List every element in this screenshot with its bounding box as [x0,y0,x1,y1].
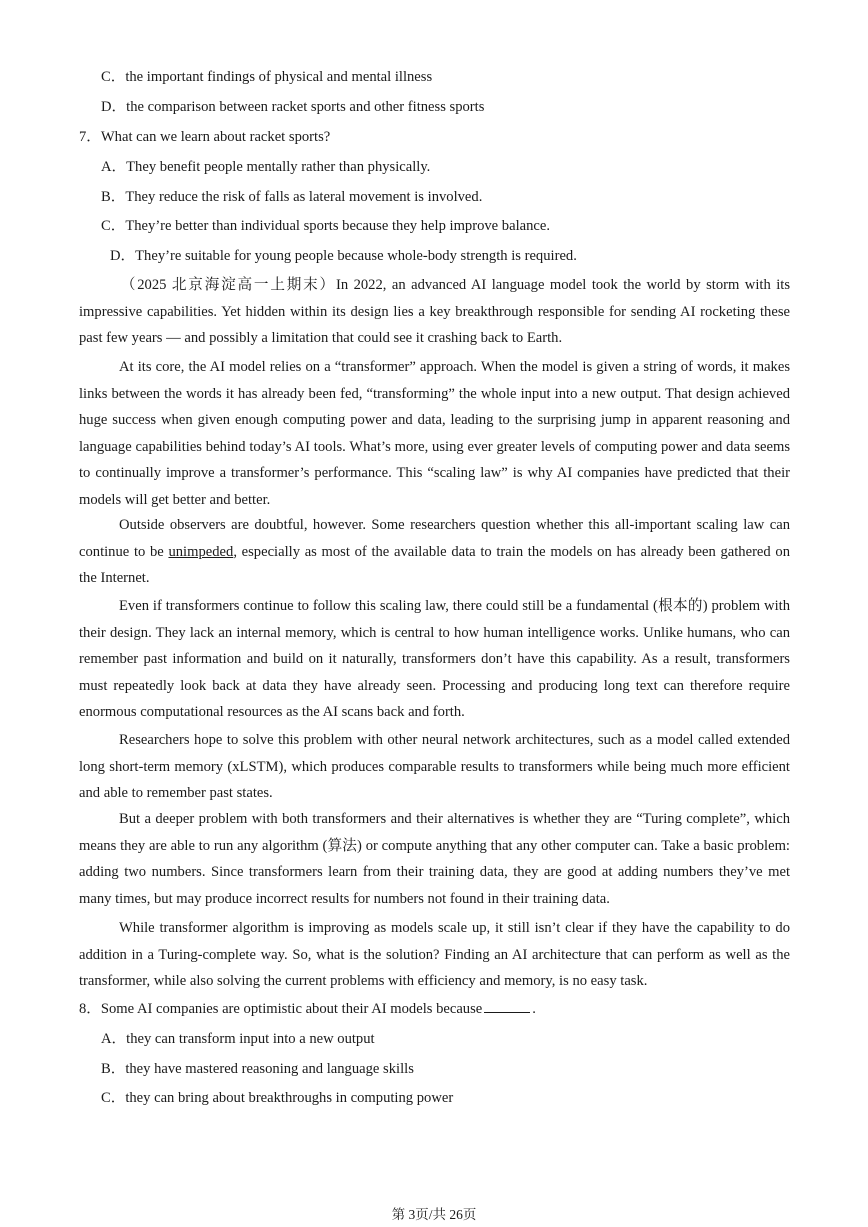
option-text: they can transform input into a new output [126,1031,375,1047]
option-letter: C． [101,218,126,234]
paragraph-text: In 2022, an advanced AI language model took the world by storm with its impressive capabilities. Yet hidden within its design lies a key breakthrough responsible for sending AI rocketing these past few years — and possibly a limitation that could see it crashing back to Earth. [79,277,790,346]
option-text: they can bring about breakthroughs in computing power [125,1090,454,1106]
page-footer: 第 3页/共 26页 [391,1207,477,1222]
passage-paragraph-4 [79,593,790,726]
question-end: . [532,1001,536,1017]
paragraph-text: At its core, the AI model relies on a “transformer” approach. When the model is given a string of words, it makes links between the words it has already been fed, “transforming” the whole input into a new output. That design achieved huge success when given enough computing power and data, leading to the surprising jump in apparent reasoning and language capabilities behind today’s AI tools. What’s more, using ever greater levels of computing power and data seems to continually improve a transformer’s performance. This “scaling law” is why AI companies have predicted that their models will get better and better. [79,359,790,508]
question-text: 8．Some AI companies are optimistic about their AI models because [79,1001,483,1017]
q7-option-c [101,216,550,236]
answer-blank [484,1000,530,1013]
passage-paragraph-2 [79,354,790,513]
option-text: they have mastered reasoning and language skills [125,1061,414,1077]
q8-stem [79,999,536,1019]
paragraph-text: While transformer algorithm is improving as models scale up, it still isn’t clear if they have the capability to do addition in a Turing-complete way. So, what is the solution? Finding an AI architecture that can perform as well as the transformer, while also solving the current problems with efficiency and memory, is no easy task. [79,920,790,989]
q7-option-a [101,157,430,177]
option-text: the important findings of physical and mental illness [125,69,433,85]
option-letter: B． [101,189,126,205]
option-letter: C． [101,69,126,85]
paragraph-text: Even if transformers continue to follow this scaling law, there could still be a fundamental (根本的) problem with their design. They lack an internal memory, which is central to how human intelligence works. Unlike humans, who can remember past information and build on it naturally, transformers don’t have this capability. As a result, transformers must repeatedly look back at data they have already seen. Processing and producing long text can therefore require enormous computational resources as the AI scans back and forth. [79,598,790,720]
option-letter: D． [101,99,127,115]
q7-stem: 7．What can we learn about racket sports? [79,129,331,145]
passage-paragraph-3 [79,512,790,592]
option-text: They reduce the risk of falls as lateral movement is involved. [125,189,483,205]
option-letter: D． [110,248,136,264]
passage-paragraph-6 [79,806,790,912]
option-letter: A． [101,1031,127,1047]
option-text: the comparison between racket sports and other fitness sports [126,99,485,115]
q6-option-d [101,97,484,117]
q7-option-b [101,187,482,207]
passage-paragraph-1 [79,272,790,352]
option-text: They benefit people mentally rather than physically. [126,159,431,175]
q6-option-c [101,67,432,87]
passage-paragraph-5 [79,727,790,807]
q8-option-b [101,1059,414,1079]
paragraph-text: , especially as most of the available data to train the models on has already been gathered on the Internet. [79,543,790,586]
q8-option-a [101,1029,375,1049]
source-tag: （2025 北京海淀高一上期末） [119,277,336,293]
option-letter: C． [101,1090,126,1106]
option-letter: B． [101,1061,126,1077]
option-text: They’re better than individual sports because they help improve balance. [125,218,551,234]
option-letter: A． [101,159,127,175]
q7-option-d [110,246,577,266]
underlined-word: unimpeded [168,543,234,560]
option-text: They’re suitable for young people because whole-body strength is required. [135,248,577,264]
paragraph-text: Outside observers are doubtful, however. Some researchers question whether this all-important scaling law can continue to be [79,517,790,560]
paragraph-text: Researchers hope to solve this problem with other neural network architectures, such as a model called extended long short-term memory (xLSTM), which produces comparable results to transformers while being much more efficient and able to remember past states. [79,732,790,801]
paragraph-text: But a deeper problem with both transformers and their alternatives is whether they are “Turing complete”, which means they are able to run any algorithm (算法) or compute anything that any other computer can. Take a basic problem: adding two numbers. Since transformers learn from their training data, they are good at adding numbers they’ve met many times, but may produce incorrect results for numbers not found in their training data. [79,811,790,907]
q8-option-c [101,1088,453,1108]
passage-paragraph-7 [79,915,790,995]
